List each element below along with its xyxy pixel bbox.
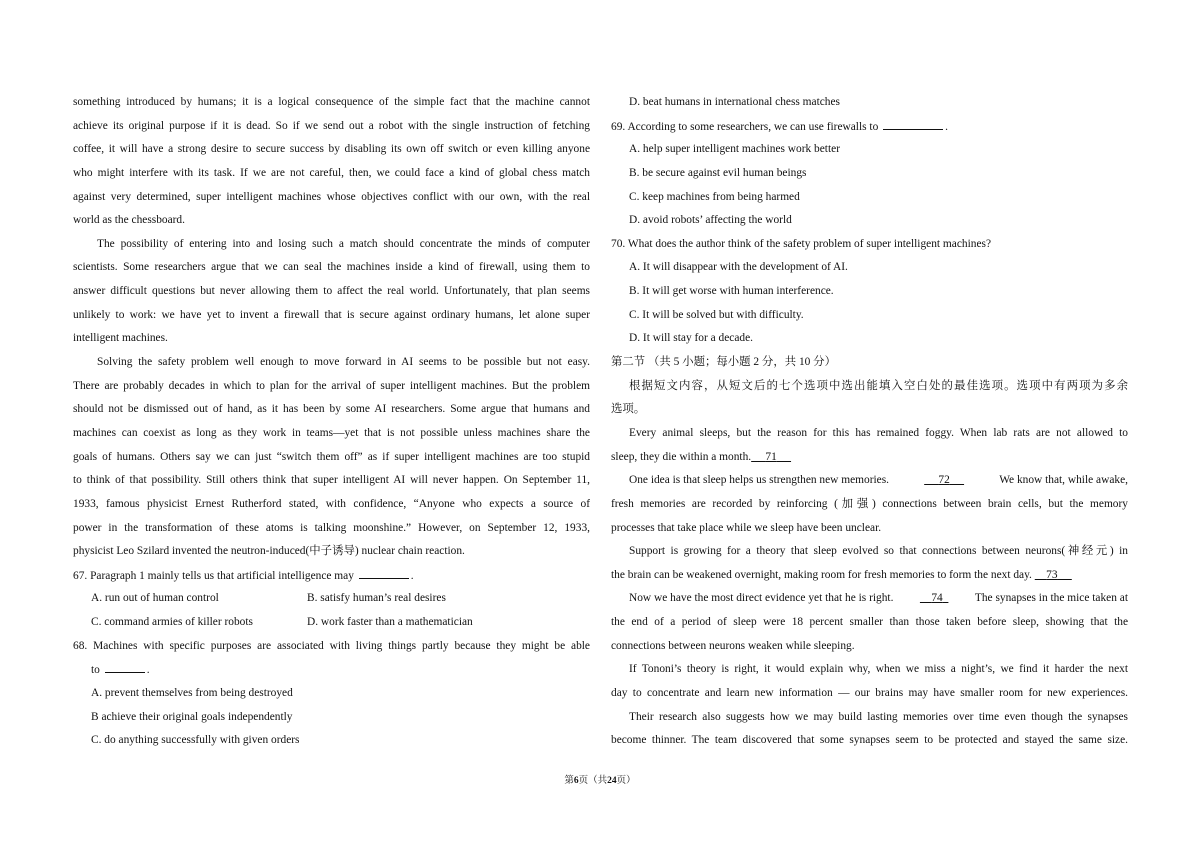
text-line: Their research also suggests how we may build lasting memories over time even though the synapses bbox=[629, 710, 1128, 723]
question-69 bbox=[611, 115, 1128, 233]
passage-paragraph-d bbox=[611, 587, 1128, 658]
page-footer bbox=[0, 772, 1200, 786]
text-line: intelligent machines. bbox=[73, 332, 168, 345]
question-68 bbox=[73, 635, 590, 753]
stem-text: to bbox=[91, 664, 100, 677]
text-line: If Tononi’s theory is right, it would explain why, when we miss a night’s, we find it harder the next bbox=[629, 663, 1128, 676]
text-line: day to concentrate and learn new information — our brains may have smaller room for new experiences. bbox=[611, 687, 1128, 700]
option-c: C. keep machines from being harmed bbox=[629, 190, 800, 203]
passage-paragraph-f bbox=[611, 706, 1128, 753]
text-line: Support is growing for a theory that sleep evolved so that connections between neurons(神经元) in bbox=[629, 545, 1128, 558]
question-stem: 68. Machines with specific purposes are associated with living things partly because they might be able bbox=[73, 639, 590, 652]
option-d: D. It will stay for a decade. bbox=[629, 332, 753, 345]
option-row bbox=[73, 611, 590, 635]
text-line: There are probably decades in which to plan for the arrival of super intelligent machines. But the problem bbox=[73, 379, 590, 392]
text-line: 1933, famous physicist Ernest Rutherford stated, with confidence, “Anyone who expects a source of bbox=[73, 497, 590, 510]
option-a: A. It will disappear with the development of AI. bbox=[629, 261, 848, 274]
text-line: power in the transformation of these atoms is talking moonshine.” However, on September 12, 1933, bbox=[73, 521, 590, 534]
page-total: 24 bbox=[607, 776, 617, 786]
text-line bbox=[611, 469, 1128, 493]
option-a: A. run out of human control bbox=[91, 592, 219, 605]
text-line: answer difficult questions but never allowing them to affect the real world. Unfortunately, that plan seems bbox=[73, 285, 590, 298]
footer-text: 页） bbox=[616, 776, 636, 786]
option-b: B achieve their original goals independently bbox=[91, 710, 293, 723]
answer-blank-71 bbox=[751, 451, 791, 463]
question-stem bbox=[73, 564, 590, 588]
text-line: who might interfere with its task. If we are not careful, then, we could face a kind of global chess match bbox=[73, 166, 590, 179]
section-instructions-cont: 选项。 bbox=[611, 403, 646, 416]
text-line bbox=[611, 587, 1128, 611]
text-line: processes that take place while we sleep have been unclear. bbox=[611, 521, 882, 534]
stem-end: . bbox=[410, 569, 414, 582]
question-67 bbox=[73, 564, 590, 635]
text-line: scientists. Some researchers argue that we can seal the machines inside a kind of firewall, using them to bbox=[73, 261, 590, 274]
passage-paragraph-b bbox=[611, 469, 1128, 540]
stem-end: . bbox=[945, 120, 948, 133]
option-d: D. work faster than a mathematician bbox=[307, 616, 473, 629]
option-c: C. command armies of killer robots bbox=[91, 616, 253, 629]
text-line: The possibility of entering into and losing such a match should concentrate the minds of computer bbox=[97, 237, 590, 250]
answer-blank bbox=[883, 115, 943, 130]
text-line: achieve its original purpose if it is dead. So if we send out a robot with the single instruction of fetching bbox=[73, 119, 590, 132]
text-line: goals of humans. Others say we can just “switch them off” as if super intelligent machines are too stupid bbox=[73, 450, 590, 463]
text-line: coffee, it will have a strong desire to secure success by disabling its own off switch or even killing anyone bbox=[73, 143, 590, 156]
text-span: sleep, they die within a month. bbox=[611, 450, 752, 463]
option-c: C. It will be solved but with difficulty. bbox=[629, 308, 804, 321]
answer-blank-74 bbox=[920, 587, 948, 611]
question-stem bbox=[611, 115, 1128, 139]
text-span: Now we have the most direct evidence yet that he is right. bbox=[629, 592, 894, 605]
answer-blank bbox=[105, 658, 145, 673]
blank-number: 73 bbox=[1046, 568, 1058, 581]
page-number: 6 bbox=[573, 776, 579, 786]
left-column bbox=[73, 91, 590, 753]
text-line: to think of that possibility. Still others think that super intelligent AI will never happen. On September 11, bbox=[73, 474, 590, 487]
option-b: B. satisfy human’s real desires bbox=[307, 592, 446, 605]
question-stem: 70. What does the author think of the safety problem of super intelligent machines? bbox=[611, 237, 992, 250]
paragraph-3 bbox=[73, 351, 590, 564]
section-instructions: 根据短文内容，从短文后的七个选项中选出能填入空白处的最佳选项。选项中有两项为多余 bbox=[629, 379, 1128, 392]
answer-blank bbox=[359, 564, 409, 579]
question-70 bbox=[611, 233, 1128, 351]
text-line: should not be dismissed out of hand, as it has been by some AI researchers. Some argue that humans and bbox=[73, 403, 590, 416]
paragraph-1 bbox=[73, 91, 590, 233]
option-row bbox=[73, 587, 590, 611]
text-line: against very determined, super intelligent machines whose objectives conflict with our own, with the real bbox=[73, 190, 590, 203]
text-line: Every animal sleeps, but the reason for this has remained foggy. When lab rats are not allowed to bbox=[629, 426, 1128, 439]
text-line: connections between neurons weaken while sleeping. bbox=[611, 639, 855, 652]
text-span: the brain can be weakened overnight, making room for fresh memories to form the next day. bbox=[611, 568, 1032, 581]
stem-text: 67. Paragraph 1 mainly tells us that artificial intelligence may bbox=[73, 569, 354, 582]
right-column bbox=[611, 91, 1128, 753]
footer-text: 第 bbox=[564, 776, 574, 786]
blank-number: 71 bbox=[765, 450, 777, 463]
passage-paragraph-a bbox=[611, 422, 1128, 469]
text-line: become thinner. The team discovered that some synapses seem to be protected and stayed the same size. bbox=[611, 734, 1128, 747]
text-line bbox=[611, 564, 1128, 588]
footer-text: 页（共 bbox=[578, 776, 608, 786]
blank-number: 74 bbox=[931, 592, 943, 605]
text-line: Solving the safety problem well enough to move forward in AI seems to be possible but not easy. bbox=[97, 356, 590, 369]
blank-number: 72 bbox=[938, 474, 950, 487]
paragraph-2 bbox=[73, 233, 590, 351]
question-stem-cont bbox=[73, 658, 590, 682]
passage-paragraph-c bbox=[611, 540, 1128, 587]
option-c: C. do anything successfully with given orders bbox=[91, 734, 300, 747]
stem-end: . bbox=[146, 664, 150, 677]
answer-blank-73 bbox=[1035, 569, 1072, 581]
text-span: We know that, while awake, bbox=[999, 474, 1128, 487]
option-b: B. be secure against evil human beings bbox=[629, 166, 807, 179]
option-a: A. prevent themselves from being destroyed bbox=[91, 687, 293, 700]
answer-blank-72 bbox=[924, 469, 964, 493]
stem-text: 69. According to some researchers, we can use firewalls to bbox=[611, 120, 879, 133]
text-line: the end of a period of sleep were 18 percent smaller than those taken before sleep, showing that the bbox=[611, 616, 1128, 629]
passage-paragraph-e bbox=[611, 658, 1128, 705]
text-line: machines can coexist as long as they work in teams—yet that is not possible unless machines share the bbox=[73, 426, 590, 439]
section-heading: 第二节 （共 5 小题；每小题 2 分，共 10 分） bbox=[611, 356, 836, 369]
text-line: something introduced by humans; it is a logical consequence of the simple fact that the machine cannot bbox=[73, 96, 590, 108]
option-d: D. beat humans in international chess matches bbox=[629, 96, 840, 108]
option-a: A. help super intelligent machines work better bbox=[629, 143, 840, 156]
text-line bbox=[611, 446, 1128, 470]
text-line: physicist Leo Szilard invented the neutron-induced(中子诱导) nuclear chain reaction. bbox=[73, 545, 465, 558]
option-b: B. It will get worse with human interference. bbox=[629, 285, 834, 298]
option-d: D. avoid robots’ affecting the world bbox=[629, 214, 792, 227]
text-line: unlikely to work: we have yet to invent a firewall that is secure against ordinary humans, let alone super bbox=[73, 308, 590, 321]
text-span: The synapses in the mice taken at bbox=[974, 592, 1128, 605]
text-line: fresh memories are recorded by reinforcing (加强) connections between brain cells, but the memory bbox=[611, 497, 1128, 510]
text-line: world as the chessboard. bbox=[73, 214, 185, 227]
text-span: One idea is that sleep helps us strengthen new memories. bbox=[629, 474, 890, 487]
